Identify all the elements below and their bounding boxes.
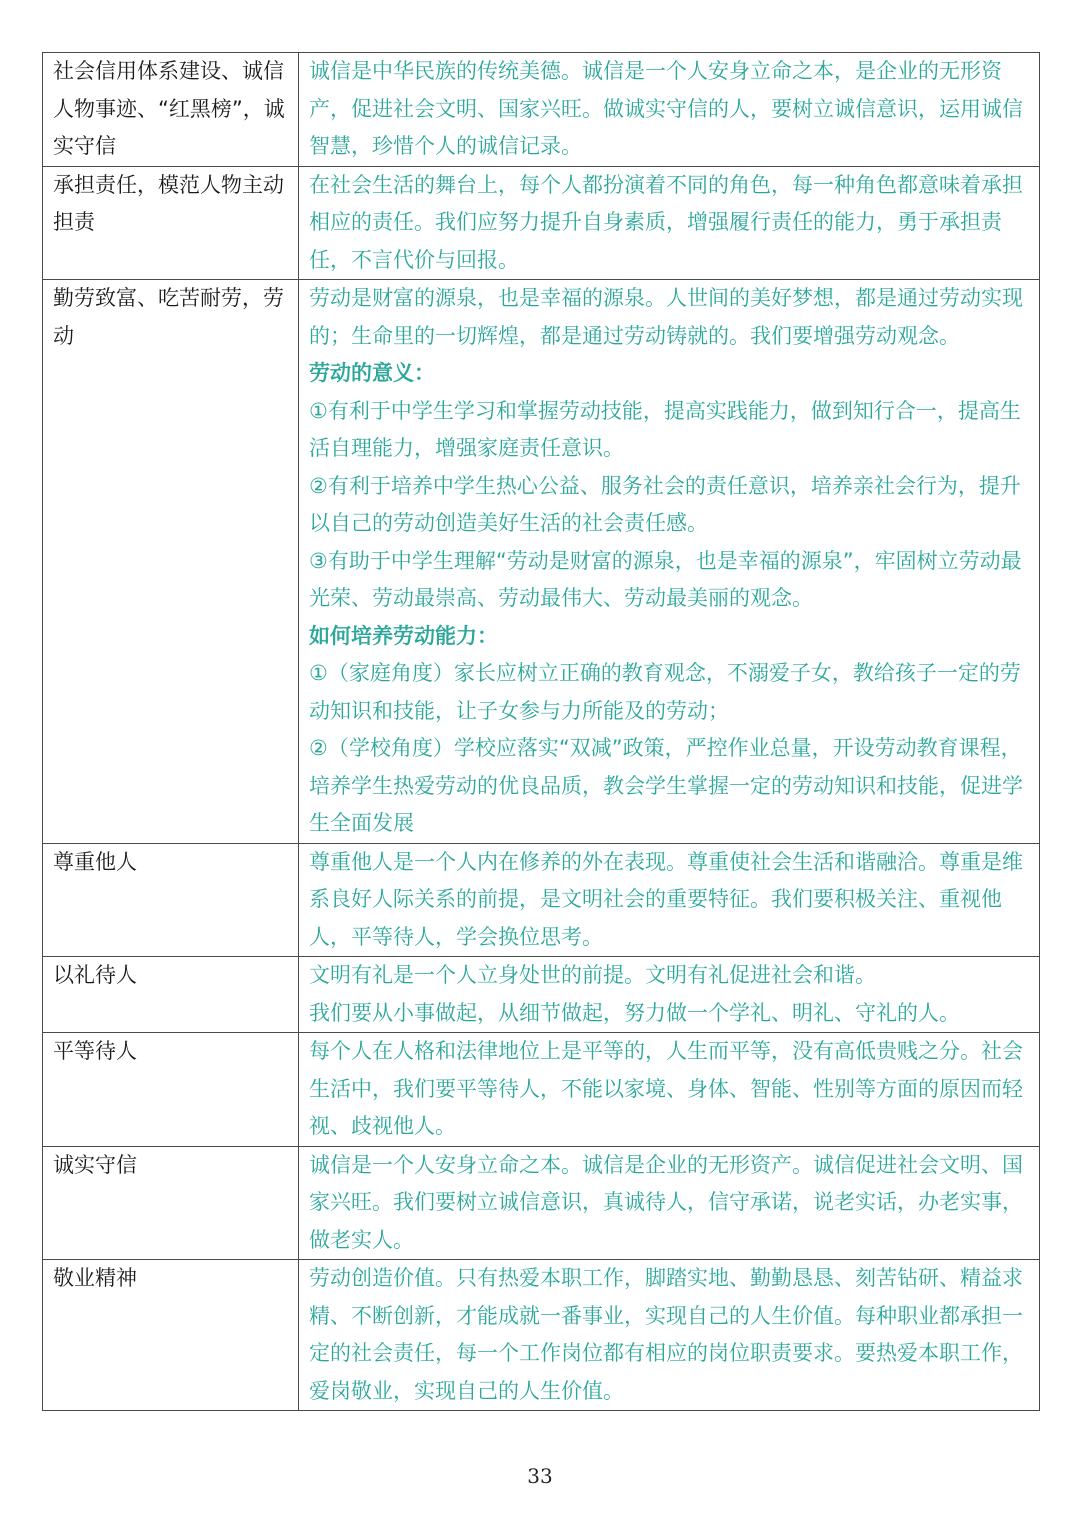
row-content <box>299 1146 1040 1260</box>
row-content <box>299 166 1040 280</box>
row-content <box>299 280 1040 844</box>
content-paragraph: 劳动创造价值。只有热爱本职工作，脚踏实地、勤勤恳恳、刻苦钻研、精益求精、不断创新，才能成就一番事业，实现自己的人生价值。每种职业都承担一定的社会责任，每一个工作岗位都有相应的岗位职责要求。要热爱本职工作，爱岗敬业，实现自己的人生价值。 <box>309 1266 1023 1403</box>
content-paragraph: 在社会生活的舞台上，每个人都扮演着不同的角色，每一种角色都意味着承担相应的责任。我们应努力提升自身素质，增强履行责任的能力，勇于承担责任，不言代价与回报。 <box>309 172 1023 272</box>
content-paragraph: ②（学校角度）学校应落实“双减”政策，严控作业总量，开设劳动教育课程，培养学生热爱劳动的优良品质，教会学生掌握一定的劳动知识和技能，促进学生全面发展 <box>309 736 1023 835</box>
content-paragraph: ①有利于中学生学习和掌握劳动技能，提高实践能力，做到知行合一，提高生活自理能力，增强家庭责任意识。 <box>309 398 1021 460</box>
row-topic: 勤劳致富、吃苦耐劳，劳动 <box>43 280 299 844</box>
content-paragraph: 诚信是中华民族的传统美德。诚信是一个人安身立命之本，是企业的无形资产，促进社会文明、国家兴旺。做诚实守信的人，要树立诚信意识，运用诚信智慧，珍惜个人的诚信记录。 <box>309 59 1023 158</box>
content-paragraph: 每个人在人格和法律地位上是平等的，人生而平等，没有高低贵贱之分。社会生活中，我们要平等待人，不能以家境、身体、智能、性别等方面的原因而轻视、歧视他人。 <box>309 1039 1023 1138</box>
row-topic: 社会信用体系建设、诚信人物事迹、“红黑榜”，诚实守信 <box>43 53 299 167</box>
table-row <box>43 843 1040 957</box>
row-topic: 尊重他人 <box>43 843 299 957</box>
row-topic: 诚实守信 <box>43 1146 299 1260</box>
content-paragraph: ③有助于中学生理解“劳动是财富的源泉，也是幸福的源泉”，牢固树立劳动最光荣、劳动最崇高、劳动最伟大、劳动最美丽的观念。 <box>309 548 1022 610</box>
content-paragraph: 我们要从小事做起，从细节做起，努力做一个学礼、明礼、守礼的人。 <box>309 1000 960 1025</box>
row-topic: 以礼待人 <box>43 957 299 1033</box>
row-topic: 敬业精神 <box>43 1260 299 1411</box>
content-paragraph: 劳动是财富的源泉，也是幸福的源泉。人世间的美好梦想，都是通过劳动实现的；生命里的一切辉煌，都是通过劳动铸就的。我们要增强劳动观念。 <box>309 286 1023 348</box>
row-content <box>299 1260 1040 1411</box>
row-content <box>299 53 1040 167</box>
table-row <box>43 1260 1040 1411</box>
content-paragraph: 文明有礼是一个人立身处世的前提。文明有礼促进社会和谐。 <box>309 963 876 987</box>
content-paragraph: ②有利于培养中学生热心公益、服务社会的责任意识，培养亲社会行为，提升以自己的劳动创造美好生活的社会责任感。 <box>309 473 1021 535</box>
table-row <box>43 53 1040 167</box>
content-paragraph: 尊重他人是一个人内在修养的外在表现。尊重使社会生活和谐融洽。尊重是维系良好人际关系的前提，是文明社会的重要特征。我们要积极关注、重视他人，平等待人，学会换位思考。 <box>309 849 1023 949</box>
table-row <box>43 166 1040 280</box>
page-number: 33 <box>527 1464 553 1488</box>
row-topic: 承担责任，模范人物主动担责 <box>43 166 299 280</box>
content-subheading: 劳动的意义： <box>309 361 435 385</box>
row-topic: 平等待人 <box>43 1033 299 1147</box>
content-paragraph: 诚信是一个人安身立命之本。诚信是企业的无形资产。诚信促进社会文明、国家兴旺。我们要树立诚信意识，真诚待人，信守承诺，说老实话，办老实事，做老实人。 <box>309 1152 1023 1252</box>
row-content <box>299 957 1040 1033</box>
row-content <box>299 843 1040 957</box>
content-paragraph: ①（家庭角度）家长应树立正确的教育观念，不溺爱子女，教给孩子一定的劳动知识和技能，让子女参与力所能及的劳动； <box>309 661 1021 723</box>
table-row <box>43 957 1040 1033</box>
content-subheading: 如何培养劳动能力： <box>309 623 498 648</box>
table-row <box>43 1146 1040 1260</box>
table-body <box>43 53 1040 1411</box>
table-row <box>43 280 1040 844</box>
row-content <box>299 1033 1040 1147</box>
table-row <box>43 1033 1040 1147</box>
knowledge-table <box>42 52 1040 1411</box>
